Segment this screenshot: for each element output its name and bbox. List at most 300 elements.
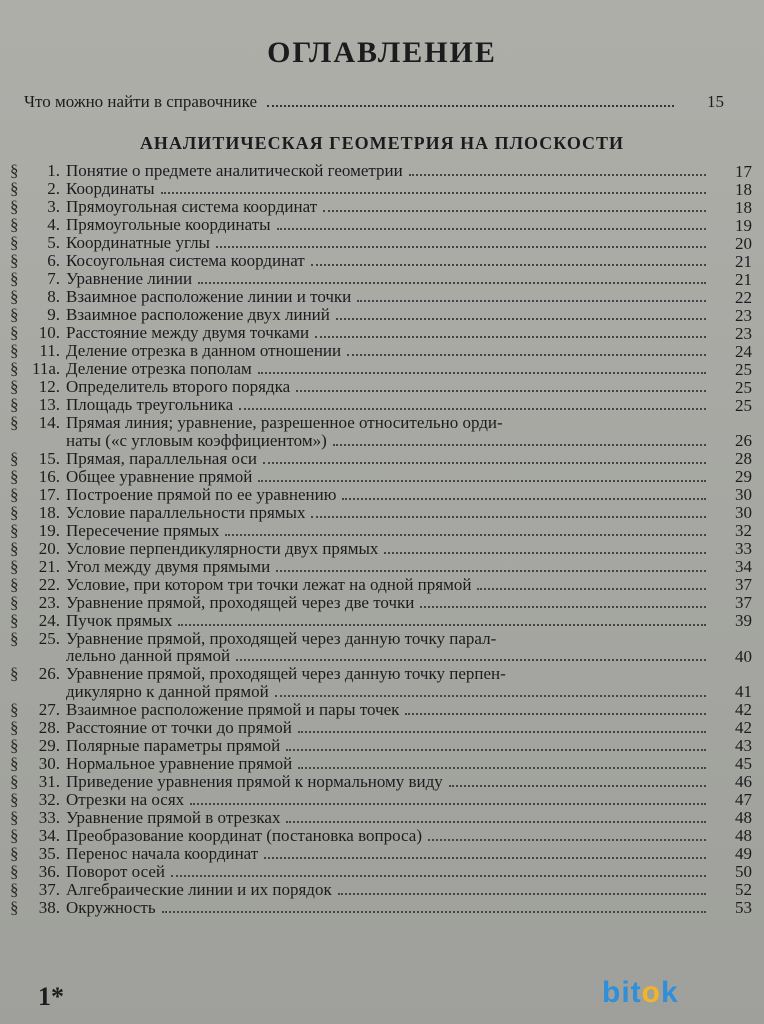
entry-line-text: Построение прямой по ее уравнению — [66, 484, 337, 504]
section-symbol: § — [10, 287, 19, 306]
entry-line — [66, 432, 712, 450]
entry-line — [66, 324, 712, 342]
entry-line — [66, 863, 712, 881]
entry-number: 4. — [47, 215, 60, 234]
toc-entry — [10, 414, 752, 450]
toc-entry — [10, 845, 752, 863]
entry-number: 31. — [38, 771, 60, 791]
entry-page: 28 — [735, 449, 752, 468]
toc-entry — [10, 630, 752, 666]
entry-line — [66, 558, 712, 576]
toc-entry — [10, 378, 752, 396]
leader-dots — [298, 767, 706, 769]
entry-number: 35. — [38, 843, 60, 863]
entry-number: 9. — [47, 305, 60, 324]
section-symbol: § — [10, 448, 19, 468]
entry-line-text: Расстояние между двумя точками — [66, 323, 310, 342]
entry-text — [66, 791, 712, 809]
entry-number: 28. — [38, 717, 60, 737]
entry-line-text: Прямоугольная система координат — [66, 197, 318, 216]
entry-text — [66, 504, 712, 522]
entry-line — [66, 522, 712, 540]
section-symbol: § — [10, 251, 19, 270]
entry-line-text: Понятие о предмете аналитической геометрии — [66, 161, 403, 180]
entry-number: 34. — [38, 825, 60, 845]
entry-number: 15. — [38, 448, 60, 468]
section-symbol: § — [10, 753, 19, 773]
leader-dots — [198, 282, 706, 284]
entry-line-text: Условие параллельности прямых — [66, 502, 306, 522]
entry-page: 46 — [735, 772, 752, 791]
toc-entry — [10, 324, 752, 342]
section-symbol: § — [10, 556, 19, 576]
entry-line-text: Общее уравнение прямой — [66, 466, 253, 486]
entry-line-text: Прямая линия; уравнение, разрешенное относительно орди- — [66, 413, 503, 432]
entry-line — [66, 683, 712, 701]
entry-line-text: Отрезки на осях — [66, 789, 185, 809]
toc-entry — [10, 162, 752, 180]
entry-line — [66, 162, 712, 180]
entry-line-text: Координатные углы — [66, 233, 210, 252]
entry-number: 11. — [39, 341, 60, 360]
entry-text — [66, 324, 712, 342]
entry-page: 17 — [735, 161, 752, 181]
toc-entry — [10, 360, 752, 378]
leader-dots — [409, 174, 706, 176]
entry-line-text: Поворот осей — [66, 861, 165, 881]
entry-page: 32 — [735, 521, 752, 540]
entry-page: 47 — [735, 790, 752, 809]
entry-page: 22 — [735, 287, 752, 307]
entry-line-text: Деление отрезка в данном отношении — [66, 341, 342, 360]
entry-number: 14. — [38, 413, 60, 432]
entry-text — [66, 665, 712, 701]
entry-page: 37 — [735, 593, 752, 612]
entry-line — [66, 647, 712, 665]
leader-dots — [342, 498, 706, 500]
entry-line-text: Перенос начала координат — [66, 843, 259, 863]
entry-line-text: Приведение уравнения прямой к нормальному виду — [66, 771, 443, 791]
entry-page: 26 — [735, 431, 752, 450]
section-symbol: § — [10, 861, 19, 881]
entry-page: 21 — [735, 251, 752, 271]
section-symbol: § — [10, 413, 19, 432]
entry-text — [66, 396, 712, 414]
toc-entry — [10, 863, 752, 881]
entry-line-text: Условие перпендикулярности двух прямых — [66, 538, 379, 558]
leader-dots — [161, 192, 706, 194]
leader-dots — [420, 606, 706, 608]
entry-number: 12. — [38, 377, 60, 396]
entry-line — [66, 396, 712, 414]
section-symbol: § — [10, 897, 19, 917]
entry-page: 48 — [735, 826, 752, 845]
entry-number: 21. — [38, 556, 60, 576]
entry-line-text: Взаимное расположение линии и точки — [66, 287, 352, 306]
entry-page: 37 — [735, 575, 752, 594]
entry-page: 52 — [735, 880, 752, 899]
entry-number: 1. — [47, 161, 60, 180]
entry-line-text: Пучок прямых — [66, 610, 173, 630]
leader-dots — [216, 246, 706, 248]
entry-page: 33 — [735, 539, 752, 558]
entry-number: 8. — [47, 287, 60, 306]
section-symbol: § — [10, 161, 19, 180]
leader-dots — [178, 624, 706, 626]
section-symbol: § — [10, 664, 19, 683]
entry-text — [66, 378, 712, 396]
table-of-contents — [10, 162, 752, 917]
section-symbol: § — [10, 807, 19, 827]
toc-entry — [10, 809, 752, 827]
leader-dots — [276, 570, 706, 572]
entry-number: 27. — [38, 699, 60, 719]
entry-number: 26. — [38, 664, 60, 683]
entry-line — [66, 701, 712, 719]
leader-dots — [384, 552, 706, 554]
entry-line-text: Пересечение прямых — [66, 520, 220, 540]
section-symbol: § — [10, 879, 19, 899]
entry-page: 50 — [735, 862, 752, 881]
entry-line-text: Уравнение прямой в отрезках — [66, 807, 281, 827]
leader-dots — [347, 354, 706, 356]
toc-entry — [10, 522, 752, 540]
watermark-logo — [602, 976, 679, 1010]
entry-number: 25. — [38, 628, 60, 648]
toc-entry — [10, 594, 752, 612]
entry-line — [66, 468, 712, 486]
entry-page: 23 — [735, 305, 752, 325]
entry-text — [66, 899, 712, 917]
entry-number: 30. — [38, 753, 60, 773]
entry-page: 24 — [735, 341, 752, 361]
entry-line-text: Угол между двумя прямыми — [66, 556, 271, 576]
watermark-text-left: bit — [602, 976, 642, 1009]
entry-line — [66, 665, 712, 683]
entry-line — [66, 378, 712, 396]
entry-page: 23 — [735, 323, 752, 343]
entry-page: 53 — [735, 898, 752, 917]
toc-entry — [10, 665, 752, 701]
entry-line — [66, 270, 712, 288]
section-symbol: § — [10, 359, 19, 378]
entry-line — [66, 504, 712, 522]
entry-line-text: дикулярно к данной прямой — [66, 681, 269, 701]
entry-page: 18 — [735, 179, 752, 199]
entry-line-text: Алгебраические линии и их порядок — [66, 879, 332, 899]
entry-text — [66, 881, 712, 899]
leader-dots — [311, 516, 706, 518]
entry-page: 25 — [735, 395, 752, 415]
entry-number: 36. — [38, 861, 60, 881]
leader-dots — [357, 300, 706, 302]
entry-page: 20 — [735, 233, 752, 253]
entry-text — [66, 450, 712, 468]
leader-dots — [162, 911, 706, 913]
section-symbol: § — [10, 233, 19, 252]
entry-line-text: Уравнение прямой, проходящей через данную точку парал- — [66, 628, 497, 648]
entry-text — [66, 288, 712, 306]
entry-line — [66, 540, 712, 558]
leader-dots — [298, 731, 706, 733]
entry-text — [66, 252, 712, 270]
leader-dots — [333, 444, 706, 446]
entry-number: 6. — [47, 251, 60, 270]
section-symbol: § — [10, 520, 19, 540]
leader-dots — [315, 336, 706, 338]
entry-page: 18 — [735, 197, 752, 217]
toc-entry — [10, 342, 752, 360]
entry-line — [66, 809, 712, 827]
toc-entry — [10, 827, 752, 845]
entry-line — [66, 198, 712, 216]
entry-line-text: Прямоугольные координаты — [66, 215, 271, 234]
entry-number: 16. — [38, 466, 60, 486]
leader-dots — [263, 462, 706, 464]
entry-text — [66, 216, 712, 234]
toc-entry — [10, 270, 752, 288]
entry-line — [66, 737, 712, 755]
entry-page: 25 — [735, 359, 752, 379]
entry-text — [66, 809, 712, 827]
entry-page: 40 — [735, 646, 752, 666]
toc-entry — [10, 468, 752, 486]
entry-line — [66, 630, 712, 648]
entry-line — [66, 306, 712, 324]
toc-entry — [10, 701, 752, 719]
toc-entry — [10, 755, 752, 773]
entry-line-text: наты («с угловым коэффициентом») — [66, 430, 327, 450]
entry-line-text: Деление отрезка пополам — [66, 359, 252, 378]
toc-entry — [10, 450, 752, 468]
entry-number: 5. — [47, 233, 60, 252]
entry-line-text: Взаимное расположение двух линий — [66, 305, 330, 324]
toc-entry — [10, 396, 752, 414]
leader-dots — [275, 695, 706, 697]
leader-dots — [264, 857, 706, 859]
entry-number: 13. — [38, 395, 60, 414]
entry-number: 11а. — [32, 359, 61, 378]
entry-text — [66, 737, 712, 755]
entry-line-text: Окружность — [66, 897, 156, 917]
entry-number: 10. — [38, 323, 60, 342]
entry-text — [66, 701, 712, 719]
entry-page: 25 — [735, 377, 752, 397]
entry-page: 34 — [735, 557, 752, 576]
entry-text — [66, 773, 712, 791]
toc-entry — [10, 288, 752, 306]
leader-dots — [336, 318, 706, 320]
entry-line-text: Нормальное уравнение прямой — [66, 753, 293, 773]
entry-text — [66, 234, 712, 252]
section-symbol: § — [10, 699, 19, 719]
entry-text — [66, 360, 712, 378]
section-symbol: § — [10, 484, 19, 504]
entry-page: 49 — [735, 844, 752, 863]
page-title: ОГЛАВЛЕНИЕ — [267, 36, 497, 69]
entry-number: 23. — [38, 592, 60, 612]
entry-line-text: Уравнение прямой, проходящей через две точки — [66, 592, 415, 612]
entry-text — [66, 306, 712, 324]
entry-line-text: лельно данной прямой — [66, 646, 231, 665]
entry-line — [66, 594, 712, 612]
entry-text — [66, 522, 712, 540]
entry-line — [66, 612, 712, 630]
entry-number: 18. — [38, 502, 60, 522]
intro-entry — [24, 92, 724, 112]
entry-page: 45 — [735, 754, 752, 773]
entry-line-text: Условие, при котором три точки лежат на одной прямой — [66, 574, 472, 594]
entry-line — [66, 450, 712, 468]
entry-line — [66, 342, 712, 360]
entry-number: 20. — [38, 538, 60, 558]
entry-page: 30 — [735, 485, 752, 504]
entry-line-text: Косоугольная система координат — [66, 251, 305, 270]
entry-text — [66, 719, 712, 737]
leader-dots — [311, 264, 706, 266]
leader-dots — [267, 105, 674, 107]
entry-page: 21 — [735, 269, 752, 289]
signature-mark: 1* — [38, 982, 64, 1011]
leader-dots — [338, 893, 706, 895]
toc-entry — [10, 252, 752, 270]
entry-line-text: Уравнение линии — [66, 269, 193, 288]
entry-text — [66, 414, 712, 450]
entry-text — [66, 198, 712, 216]
section-symbol: § — [10, 717, 19, 737]
toc-entry — [10, 737, 752, 755]
leader-dots — [277, 228, 706, 230]
entry-text — [66, 468, 712, 486]
toc-entry — [10, 540, 752, 558]
entry-line — [66, 773, 712, 791]
leader-dots — [286, 821, 706, 823]
section-symbol: § — [10, 825, 19, 845]
entry-line — [66, 791, 712, 809]
entry-text — [66, 342, 712, 360]
entry-line — [66, 414, 712, 432]
entry-number: 2. — [47, 179, 60, 198]
section-symbol: § — [10, 377, 19, 396]
entry-line — [66, 881, 712, 899]
leader-dots — [286, 749, 706, 751]
entry-text — [66, 827, 712, 845]
section-symbol: § — [10, 341, 19, 360]
entry-line-text: Взаимное расположение прямой и пары точек — [66, 699, 400, 719]
section-symbol: § — [10, 502, 19, 522]
entry-line — [66, 288, 712, 306]
section-symbol: § — [10, 735, 19, 755]
entry-number: 22. — [38, 574, 60, 594]
entry-page: 39 — [735, 611, 752, 630]
section-symbol: § — [10, 395, 19, 414]
entry-text — [66, 630, 712, 666]
section-symbol: § — [10, 197, 19, 216]
section-symbol: § — [10, 771, 19, 791]
leader-dots — [239, 408, 706, 410]
entry-line — [66, 252, 712, 270]
toc-entry — [10, 791, 752, 809]
leader-dots — [477, 588, 706, 590]
leader-dots — [258, 480, 706, 482]
entry-line-text: Площадь треугольника — [66, 395, 234, 414]
intro-text: Что можно найти в справочнике — [24, 92, 258, 111]
toc-entry — [10, 773, 752, 791]
entry-number: 29. — [38, 735, 60, 755]
toc-entry — [10, 612, 752, 630]
section-symbol: § — [10, 323, 19, 342]
watermark-text-right: k — [660, 976, 679, 1009]
leader-dots — [236, 659, 706, 661]
section-symbol: § — [10, 269, 19, 288]
section-symbol: § — [10, 574, 19, 594]
leader-dots — [225, 534, 706, 536]
entry-page: 42 — [735, 700, 752, 719]
entry-number: 24. — [38, 610, 60, 630]
toc-entry — [10, 180, 752, 198]
entry-line — [66, 486, 712, 504]
entry-text — [66, 612, 712, 630]
entry-page: 42 — [735, 718, 752, 737]
entry-number: 32. — [38, 789, 60, 809]
toc-entry — [10, 881, 752, 899]
section-symbol: § — [10, 789, 19, 809]
entry-text — [66, 486, 712, 504]
entry-page: 41 — [735, 682, 752, 701]
entry-page: 29 — [735, 467, 752, 486]
entry-page: 19 — [735, 215, 752, 235]
entry-line — [66, 755, 712, 773]
entry-line-text: Прямая, параллельная оси — [66, 448, 257, 468]
section-symbol: § — [10, 628, 19, 648]
entry-number: 17. — [38, 484, 60, 504]
entry-line — [66, 180, 712, 198]
entry-line-text: Определитель второго порядка — [66, 377, 291, 396]
entry-line — [66, 234, 712, 252]
entry-text — [66, 162, 712, 180]
toc-entry — [10, 216, 752, 234]
entry-number: 38. — [38, 897, 60, 917]
leader-dots — [323, 210, 706, 212]
entry-page: 48 — [735, 808, 752, 827]
leader-dots — [171, 875, 706, 877]
entry-line-text: Полярные параметры прямой — [66, 735, 281, 755]
section-heading: АНАЛИТИЧЕСКАЯ ГЕОМЕТРИЯ НА ПЛОСКОСТИ — [139, 133, 625, 153]
entry-number: 19. — [38, 520, 60, 540]
entry-line — [66, 845, 712, 863]
section-symbol: § — [10, 592, 19, 612]
toc-entry — [10, 576, 752, 594]
toc-entry — [10, 486, 752, 504]
section-symbol: § — [10, 215, 19, 234]
section-symbol: § — [10, 538, 19, 558]
leader-dots — [296, 390, 706, 392]
toc-entry — [10, 234, 752, 252]
leader-dots — [258, 372, 706, 374]
entry-text — [66, 270, 712, 288]
leader-dots — [449, 785, 706, 787]
entry-number: 37. — [38, 879, 60, 899]
toc-entry — [10, 198, 752, 216]
toc-entry — [10, 558, 752, 576]
entry-text — [66, 540, 712, 558]
entry-text — [66, 180, 712, 198]
entry-line — [66, 576, 712, 594]
section-symbol: § — [10, 179, 19, 198]
leader-dots — [190, 803, 706, 805]
entry-page: 30 — [735, 503, 752, 522]
entry-text — [66, 863, 712, 881]
